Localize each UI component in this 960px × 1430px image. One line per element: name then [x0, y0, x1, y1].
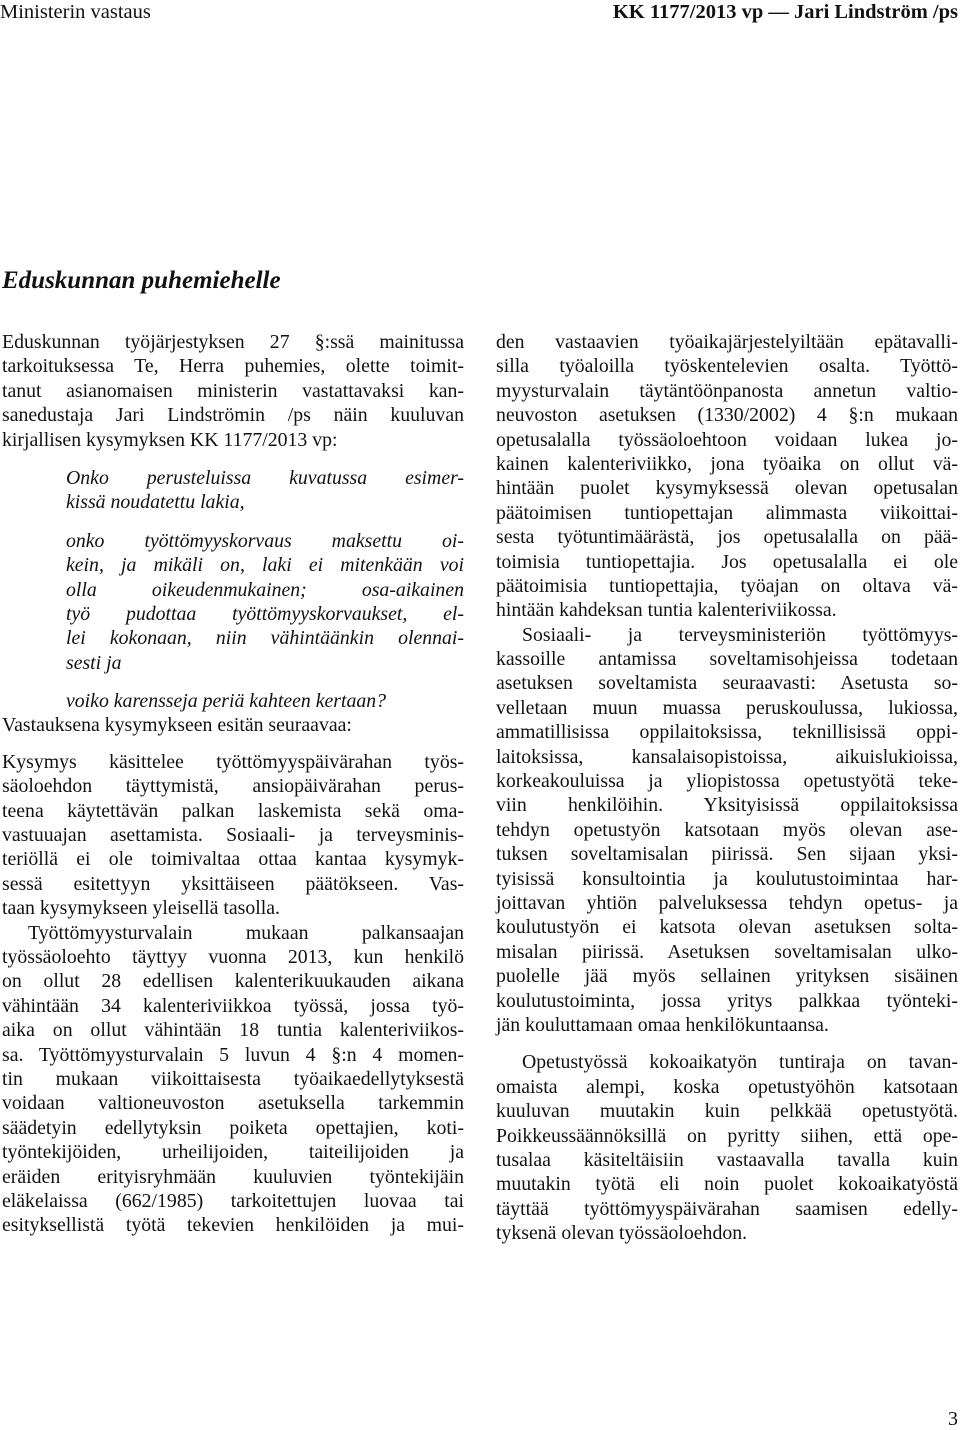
running-header-right: KK 1177/2013 vp — Jari Lindström /ps	[612, 1, 958, 23]
body-line: tuksen soveltamisalan piirissä. Sen sijaan yksi-	[496, 843, 958, 866]
body-line: tyisissä konsultointia ja koulutustoimintaa har-	[496, 867, 958, 890]
body-line: korkeakouluissa ja yliopistossa opetustyötä teke-	[496, 770, 958, 793]
page-number: 3	[948, 1408, 958, 1430]
body-line: Opetustyössä kokoaikatyön tuntiraja on tavan-	[522, 1051, 958, 1074]
body-line: koulutustyön ei katsota olevan asetuksen solta-	[496, 916, 958, 939]
right-paragraph-3	[496, 1050, 958, 1245]
body-line: velletaan muun muassa peruskoulussa, lukiossa,	[496, 696, 958, 719]
intro-line: tanut asianomaisen ministerin vastattavaksi kan-	[2, 379, 464, 402]
body-line: Sosiaali- ja terveysministeriön työttömyys-	[522, 623, 958, 646]
question-1-line: kissä noudatettu lakia,	[66, 491, 245, 514]
body-line: sesta työtuntimäärästä, jos opetusalalla on pää-	[496, 526, 958, 549]
body-line: eräiden erityisryhmään kuuluvien työntekijäin	[2, 1165, 464, 1188]
body-line: den vastaavien työaikajärjestelyiltään epätavalli-	[496, 331, 958, 353]
question-2-line: lei kokonaan, niin vähintäänkin olennai-	[66, 627, 464, 650]
body-line: kuuluvan muutakin kuin pelkkää opetustyötä.	[496, 1100, 958, 1123]
body-line: päätoimisen tuntiopettajan alimmasta viikoittai-	[496, 501, 958, 524]
body-line: on ollut 28 edellisen kalenterikuukauden aikana	[2, 970, 464, 993]
body-line: vastuuajan asettamista. Sosiaali- ja terveysminis-	[2, 824, 464, 847]
body-line: esityksellistä työtä tekevien henkilöiden ja mui-	[2, 1214, 464, 1237]
body-line: tyksenä olevan työssäoloehdon.	[496, 1222, 748, 1245]
intro-line: tarkoituksessa Te, Herra puhemies, olette toimit-	[2, 355, 464, 378]
question-1	[2, 466, 464, 515]
question-2-line: olla oikeudenmukainen; osa-aikainen	[66, 578, 464, 601]
left-column	[2, 330, 464, 1238]
body-line: taan kysymykseen yleisellä tasolla.	[2, 897, 280, 920]
running-header-left: Ministerin vastaus	[0, 1, 151, 23]
body-line: teena käytettävän palkan laskemista sekä oma-	[2, 799, 464, 822]
body-line: misalan piirissä. Asetuksen soveltamisalan ulko-	[496, 940, 958, 963]
document-title: Eduskunnan puhemiehelle	[2, 267, 281, 294]
body-line: puolelle jää myös sellainen yrityksen sisäinen	[496, 965, 958, 988]
body-line: muutakin työtä eli noin puolet kokoaikatyöstä	[496, 1173, 958, 1196]
body-line: laitoksissa, kansalaisopistoissa, aikuislukioissa,	[496, 745, 958, 768]
body-line: opetusalalla työssäoloehtoon voidaan lukea jo-	[496, 428, 958, 451]
spacer	[2, 738, 464, 750]
body-line: Työttömyysturvalain mukaan palkansaajan	[28, 921, 464, 944]
answer-intro: Vastauksena kysymykseen esitän seuraavaa:	[2, 714, 352, 737]
body-line: viin henkilöihin. Yksityisissä oppilaitoksissa	[496, 794, 958, 817]
right-paragraph-2	[496, 623, 958, 1038]
body-line: tehdyn opetustyön katsotaan myös olevan ase-	[496, 818, 958, 841]
body-line: työssäoloehto täyttyy vuonna 2013, kun henkilö	[2, 945, 464, 968]
body-line: Kysymys käsittelee työttömyyspäivärahan työs-	[2, 750, 464, 773]
body-line: koulutustoiminta, jossa yritys palkkaa työnteki-	[496, 989, 958, 1012]
body-line: työntekijöiden, urheilijoiden, taiteilijoiden ja	[2, 1141, 464, 1164]
body-line: kainen kalenteriviikko, jona työaika on ollut vä-	[496, 452, 958, 475]
body-line: päätoimisia tuntiopettajia, työajan on oltava vä-	[496, 574, 958, 597]
body-line: neuvoston asetuksen (1330/2002) 4 §:n mukaan	[496, 404, 958, 427]
body-line: myysturvalain täytäntöönpanosta annetun valtio-	[496, 379, 958, 402]
body-line: vähintään 34 kalenteriviikkoa työssä, jossa työ-	[2, 994, 464, 1017]
body-line: Poikkeussäännöksillä on pyritty siihen, että ope-	[496, 1124, 958, 1147]
question-2-line: kein, ja mikäli on, laki ei mitenkään voi	[66, 554, 464, 577]
body-line: joittavan yhtiön palveluksessa tehdyn opetus- ja	[496, 891, 958, 914]
right-column	[496, 330, 958, 1245]
answer-paragraph-1	[2, 750, 464, 921]
spacer	[2, 515, 464, 529]
body-line: tin mukaan viikoittaisesta työaikaedellytyksestä	[2, 1067, 464, 1090]
question-2-line: työ pudottaa työttömyyskorvaukset, el-	[66, 602, 464, 625]
body-line: toimisia tuntiopettajia. Jos opetusalalla ei ole	[496, 550, 958, 573]
spacer	[2, 675, 464, 689]
body-line: sa. Työttömyysturvalain 5 luvun 4 §:n 4 momen-	[2, 1043, 464, 1066]
body-line: sessä esitettyyn yksittäiseen päätökseen. Vas-	[2, 872, 464, 895]
answer-paragraph-2	[2, 921, 464, 1238]
body-line: ammatillisissa oppilaitoksissa, teknillisissä oppi-	[496, 721, 958, 744]
intro-paragraph	[2, 330, 464, 452]
body-line: eläkelaissa (662/1985) tarkoitettujen luovaa tai	[2, 1189, 464, 1212]
body-line: jän kouluttamaan omaa henkilökuntaansa.	[496, 1013, 829, 1036]
question-1-line: Onko perusteluissa kuvatussa esimer-	[66, 466, 464, 489]
body-line: aika on ollut vähintään 18 tuntia kalenteriviikos-	[2, 1019, 464, 1042]
right-paragraph-1	[496, 330, 958, 623]
question-2-line: sesti ja	[66, 651, 122, 674]
body-line: hintään puolet kysymyksessä olevan opetusalan	[496, 477, 958, 500]
body-line: teriöllä ei ole toimivaltaa ottaa kantaa kysymyk-	[2, 848, 464, 871]
body-line: asetuksen soveltamista seuraavasti: Asetusta so-	[496, 672, 958, 695]
intro-line: kirjallisen kysymyksen KK 1177/2013 vp:	[2, 428, 338, 451]
body-line: hintään kahdeksan tuntia kalenteriviikossa.	[496, 599, 837, 622]
spacer	[2, 452, 464, 466]
question-3	[2, 689, 464, 713]
question-2	[2, 529, 464, 675]
body-line: säoloehdon täyttymistä, ansiopäivärahan perus-	[2, 775, 464, 798]
body-line: täyttää työttömyyspäivärahan saamisen edelly-	[496, 1197, 958, 1220]
body-line: kassoille antamissa soveltamisohjeissa todetaan	[496, 648, 958, 671]
body-line: voidaan valtioneuvoston asetuksella tarkemmin	[2, 1092, 464, 1115]
body-line: silla työaloilla työskentelevien osalta. Työttö-	[496, 355, 958, 378]
body-line: säädetyin edellytyksin poiketa opettajien, koti-	[2, 1116, 464, 1139]
intro-line: sanedustaja Jari Lindströmin /ps näin kuuluvan	[2, 404, 464, 427]
body-line: omaista alempi, koska opetustyöhön katsotaan	[496, 1075, 958, 1098]
spacer	[496, 1037, 958, 1050]
intro-line: Eduskunnan työjärjestyksen 27 §:ssä mainitussa	[2, 331, 464, 353]
question-2-line: onko työttömyyskorvaus maksettu oi-	[66, 529, 464, 552]
body-line: tusalaa käsiteltäisiin vastaavalla tavalla kuin	[496, 1148, 958, 1171]
question-3-line: voiko karensseja periä kahteen kertaan?	[66, 690, 387, 713]
